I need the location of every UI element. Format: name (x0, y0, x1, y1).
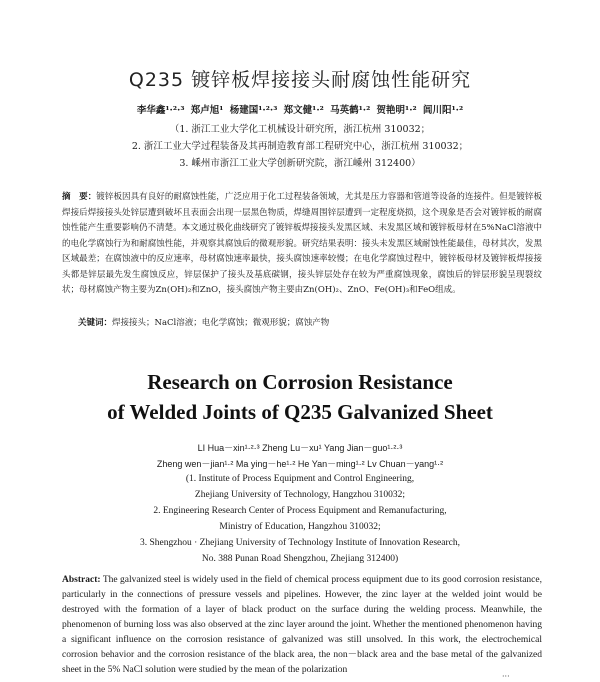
english-affiliation-3b: No. 388 Punan Road Shengzhou, Zhejiang 312400) (201, 554, 399, 564)
english-title-line-1: Research on Corrosion Resistance (147, 370, 453, 394)
english-authors-line-1: LI Hua－xin¹·²·³ Zheng Lu－xu¹ Yang Jian－guo¹·²·³ (197, 443, 403, 453)
english-affiliation-2b: Ministry of Education, Hangzhou 310032; (219, 522, 381, 532)
english-authors-line-2: Zheng wen－jian¹·² Ma ying－he¹·² He Yan－ming¹·² Lv Chuan－yang¹·² (156, 459, 444, 469)
chinese-abstract-label: 摘 要： (62, 192, 97, 202)
english-abstract-text: The galvanized steel is widely used in the field of chemical process equipment due to its good corrosion resistance, particularly in the connections of pressure vessels and pipelines. However, the zinc layer at the welded joint would be destroyed with the formation of a layer of black product on the surface during the welding process. Meanwhile, the phenomenon of burning loss was also observed at the zinc layer around the joint. Whether the mentioned phenomenon having a significant influence on the corrosion resistance of galvanized was still unsolved. In this work, the electrochemical corrosion behavior and the corrosion resistance of the black area, the non－black area and the base metal of the galvanized sheet in the 5% NaCl solution were studied by the mean of the polarization (62, 575, 542, 675)
chinese-abstract-text: 镀锌板因具有良好的耐腐蚀性能，广泛应用于化工过程装备领域，尤其是压力容器和管道等设备的连接件。但是镀锌板焊接后焊接接头处锌层遭到破坏且表面会出现一层黑色物质，焊缝周围锌层遭到一定程度烧损，这个现象是否会对镀锌板的耐腐蚀性能产生重要影响仍不清楚。本文通过极化曲线研究了镀锌板焊接接头发黑区域、未发黑区域和镀锌板母材在5%NaCl溶液中的电化学腐蚀行为和耐腐蚀性能，并观察其腐蚀后的微观形貌。研究结果表明：接头未发黑区域耐蚀性能最佳，母材其次，发黑区域最差；在腐蚀液中的反应速率，母材腐蚀速率最快，接头腐蚀速率较慢；在电化学腐蚀过程中，镀锌板母材及镀锌板焊接接头都是锌层最先发生腐蚀反应，锌层保护了接头及基底碳钢，接头锌层处存在较为严重腐蚀现象，腐蚀后的锌层形貌呈现裂纹状；母材腐蚀产物主要为Zn(OH)₂和ZnO，接头腐蚀产物主要由Zn(OH)₂、ZnO、Fe(OH)₃和FeO组成。 (62, 192, 542, 295)
english-affiliation-1b: Zhejiang University of Technology, Hangzhou 310032; (194, 490, 406, 500)
chinese-authors: 李华鑫¹·²·³ 郑卢旭¹ 杨建国¹·²·³ 郑文健¹·² 马英鹤¹·² 贺艳明¹·² 闾川阳¹·² (136, 105, 464, 116)
chinese-title: Q235 镀锌板焊接接头耐腐蚀性能研究 (128, 69, 472, 91)
chinese-keywords-text: 焊接接头；NaCl溶液；电化学腐蚀；微观形貌；腐蚀产物 (112, 318, 330, 328)
chinese-keywords-label: 关键词： (78, 318, 113, 328)
english-abstract (62, 573, 542, 678)
english-abstract-label: Abstract: (62, 575, 101, 585)
chinese-abstract (62, 190, 542, 299)
chinese-keywords (78, 316, 329, 328)
chinese-affiliation-1: （1. 浙江工业大学化工机械设计研究所，浙江杭州 310032； (169, 124, 431, 135)
english-affiliation-1: (1. Institute of Process Equipment and Control Engineering, (185, 474, 415, 484)
english-title-line-2: of Welded Joints of Q235 Galvanized Sheet (107, 400, 493, 424)
english-affiliation-3: 3. Shengzhou · Zhejiang University of Technology Institute of Innovation Research, (140, 538, 460, 548)
chinese-affiliation-3: 3. 嵊州市浙江工业大学创新研究院，浙江嵊州 312400） (179, 158, 421, 169)
chinese-affiliation-2: 2. 浙江工业大学过程装备及其再制造教育部工程研究中心，浙江杭州 310032； (131, 141, 469, 152)
english-affiliation-2: 2. Engineering Research Center of Process Equipment and Remanufacturing, (153, 506, 447, 516)
page-mark: ··· (502, 672, 510, 681)
